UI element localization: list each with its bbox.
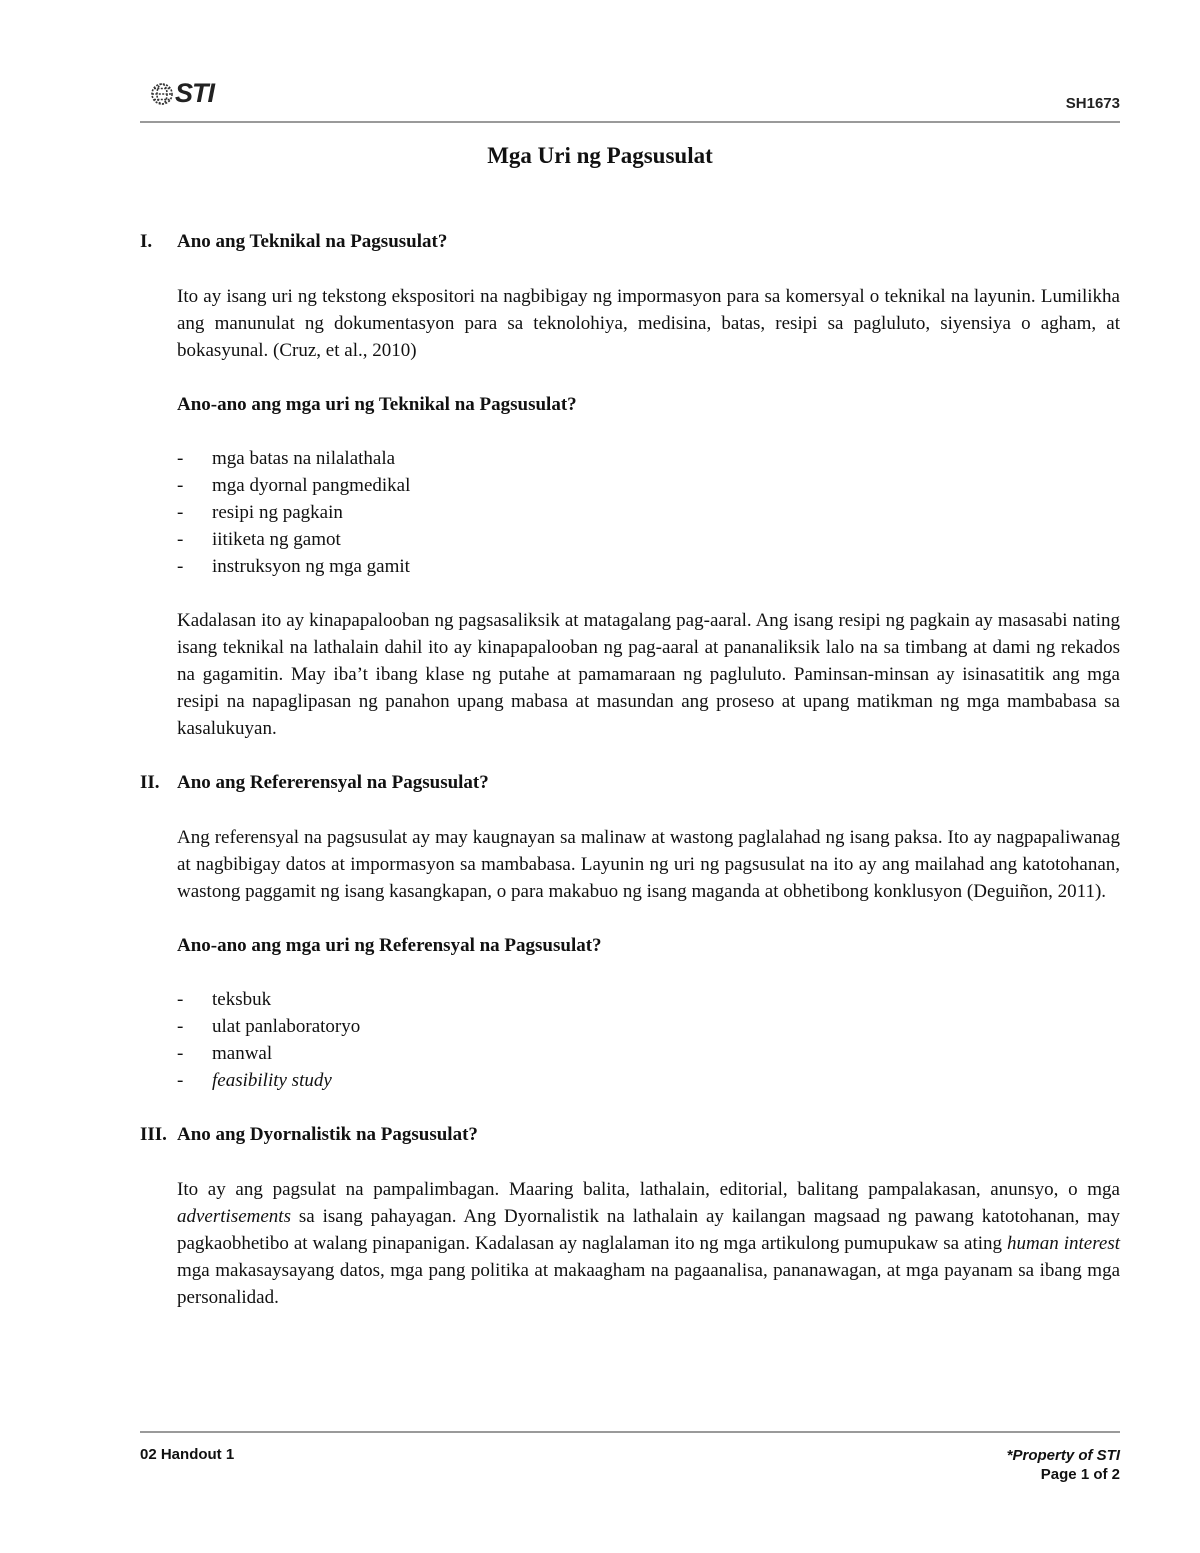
paragraph-text: Ito ay ang pagsulat na pampalimbagan. Maaring balita, lathalain, editorial, balitang pampalakasan, anunsyo, o mga bbox=[177, 1179, 1120, 1200]
list-item: - ulat panlaboratoryo bbox=[177, 1013, 1120, 1040]
list-item: - iitiketa ng gamot bbox=[177, 526, 1120, 553]
section-number: I. bbox=[140, 231, 153, 252]
list-item: - resipi ng pagkain bbox=[177, 499, 1120, 526]
list-item-text: manwal bbox=[212, 1043, 273, 1064]
list-item-text: instruksyon ng mga gamit bbox=[212, 556, 410, 577]
globe-icon bbox=[150, 82, 174, 106]
list-item: - mga batas na nilalathala bbox=[177, 445, 1120, 472]
property-notice: *Property of STI bbox=[1006, 1447, 1120, 1464]
document-body bbox=[140, 228, 1120, 1311]
section-2-heading bbox=[140, 769, 1120, 796]
handout-label: 02 Handout 1 bbox=[140, 1446, 235, 1463]
section-3-paragraph bbox=[140, 1176, 1120, 1311]
list-item: - feasibility study bbox=[177, 1067, 1120, 1094]
section-2-paragraph: Ang referensyal na pagsusulat ay may kaugnayan sa malinaw at wastong paglalahad ng isang paksa. Ito ay nagpapaliwanag at nagbibigay datos at impormasyon sa mambabasa. Layunin ng uri ng pagsusulat na ito ay ang mailahad ang katotohanan, wastong paggamit ng isang kasangkapan, o para makabuo ng isang maganda at obhetibong konklusyon (Deguiñon, 2011). bbox=[177, 827, 1120, 902]
list-item-text: mga dyornal pangmedikal bbox=[212, 475, 411, 496]
section-1-paragraph-2: Kadalasan ito ay kinapapalooban ng pagsasaliksik at matagalang pag-aaral. Ang isang resipi ng pagkain ay masasabi nating isang teknikal na lathalain dahil ito ay kinapapalooban ng pag-aaral at pananaliksik lalo na sa timbang at dami ng rekados na gagamitin. May iba’t ibang klase ng putahe at pamamaraan ng pagluluto. Paminsan-minsan ay isinasatitik ang mga resipi na napaglipasan ng panahon upang mabasa at masundan ang proseso at upang matikman ng mga mambabasa sa kasalukuyan. bbox=[177, 610, 1120, 739]
section-1-list bbox=[140, 445, 1120, 580]
section-heading-text: Ano ang Refererensyal na Pagsusulat? bbox=[177, 772, 489, 793]
section-3-heading bbox=[140, 1121, 1120, 1148]
paragraph-text: sa isang pahayagan. Ang Dyornalistik na lathalain ay kailangan magsaad ng pawang katotohanan, may pagkaobhetibo at walang pinapanigan. Kadalasan ay naglalaman ito ng mga artikulong pumupukaw sa ating bbox=[177, 1206, 1120, 1254]
list-item: - instruksyon ng mga gamit bbox=[177, 553, 1120, 580]
document-code: SH1673 bbox=[1065, 95, 1120, 112]
footer-divider bbox=[140, 1431, 1120, 1433]
paragraph-emphasis: advertisements bbox=[177, 1206, 291, 1227]
paragraph-emphasis: human interest bbox=[1007, 1233, 1120, 1254]
section-heading-text: Ano ang Dyornalistik na Pagsusulat? bbox=[177, 1124, 478, 1145]
section-1-paragraph: Ito ay isang uri ng tekstong ekspositori na nagbibigay ng impormasyon para sa komersyal o teknikal na layunin. Lumilikha ang manunulat ng dokumentasyon para sa teknolohiya, medisina, batas, resipi sa pagluluto, siyensiya o agham, at bokasyunal. (Cruz, et al., 2010) bbox=[177, 286, 1120, 361]
section-heading-text: Ano ang Teknikal na Pagsusulat? bbox=[177, 231, 448, 252]
section-1-heading bbox=[140, 228, 1120, 255]
list-item-text: resipi ng pagkain bbox=[212, 502, 343, 523]
header-divider bbox=[140, 121, 1120, 123]
page-number: Page 1 of 2 bbox=[1040, 1466, 1120, 1483]
list-item-text: ulat panlaboratoryo bbox=[212, 1016, 361, 1037]
page-title: Mga Uri ng Pagsusulat bbox=[487, 143, 713, 168]
section-2-list bbox=[140, 986, 1120, 1094]
list-item-text: teksbuk bbox=[212, 989, 272, 1010]
list-item-text: feasibility study bbox=[212, 1070, 332, 1091]
section-number: II. bbox=[140, 772, 160, 793]
section-2-subheading: Ano-ano ang mga uri ng Referensyal na Pagsusulat? bbox=[177, 935, 602, 956]
sti-logo bbox=[150, 78, 214, 109]
list-item: - mga dyornal pangmedikal bbox=[177, 472, 1120, 499]
section-number: III. bbox=[140, 1124, 167, 1145]
list-item-text: mga batas na nilalathala bbox=[212, 448, 396, 469]
logo-text: STI bbox=[175, 78, 215, 108]
list-item: - teksbuk bbox=[177, 986, 1120, 1013]
list-item: - manwal bbox=[177, 1040, 1120, 1067]
paragraph-text: mga makasaysayang datos, mga pang politika at makaagham na pagaanalisa, pananawagan, at mga payanam sa ibang mga personalidad. bbox=[177, 1260, 1120, 1308]
section-1-subheading: Ano-ano ang mga uri ng Teknikal na Pagsusulat? bbox=[177, 394, 577, 415]
footer-right bbox=[1007, 1446, 1120, 1484]
list-item-text: iitiketa ng gamot bbox=[212, 529, 341, 550]
